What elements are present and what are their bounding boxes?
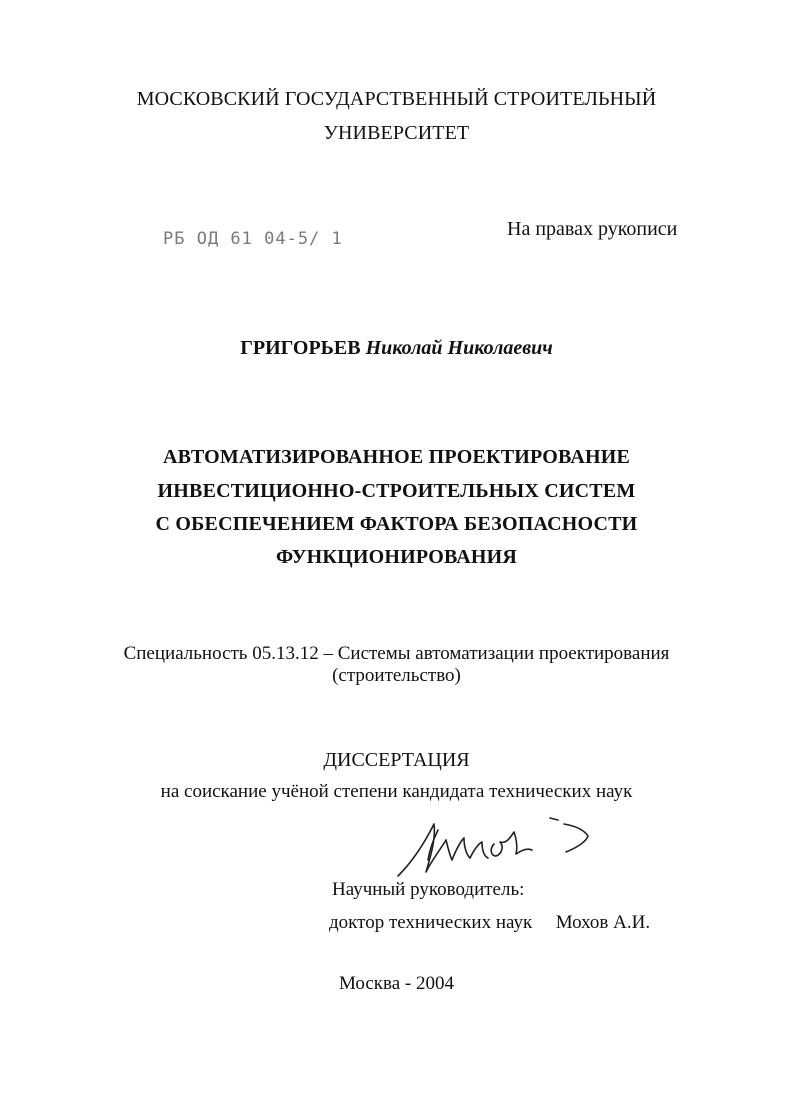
university-name-line-1: МОСКОВСКИЙ ГОСУДАРСТВЕННЫЙ СТРОИТЕЛЬНЫЙ [136, 88, 657, 110]
document-type: ДИССЕРТАЦИЯ [323, 749, 470, 771]
city-year: Москва - 2004 [338, 973, 455, 994]
degree-line: на соискание учёной степени кандидата технических наук [160, 781, 633, 802]
supervisor-rank: доктор технических наук [329, 912, 533, 933]
supervisor-label: Научный руководитель: [332, 879, 525, 900]
thesis-title-line-1: АВТОМАТИЗИРОВАННОЕ ПРОЕКТИРОВАНИЕ [162, 446, 631, 468]
supervisor-name: Мохов А.И. [555, 912, 651, 933]
rights-note: На правах рукописи [507, 218, 678, 240]
specialty-line-1: Специальность 05.13.12 – Системы автоматизации проектирования [123, 643, 670, 664]
author-given-names: Николай Николаевич [365, 337, 553, 359]
university-name-line-2: УНИВЕРСИТЕТ [323, 122, 470, 144]
library-stamp-code: РБ ОД 61 04-5/ 1 [163, 229, 343, 249]
thesis-title-line-4: ФУНКЦИОНИРОВАНИЯ [275, 546, 518, 568]
author-surname: ГРИГОРЬЕВ [240, 337, 361, 359]
thesis-title-line-2: ИНВЕСТИЦИОННО-СТРОИТЕЛЬНЫХ СИСТЕМ [157, 480, 636, 502]
author-name [0, 337, 793, 360]
handwritten-signature [390, 814, 620, 884]
thesis-title-line-3: С ОБЕСПЕЧЕНИЕМ ФАКТОРА БЕЗОПАСНОСТИ [155, 513, 638, 535]
specialty-line-2: (строительство) [332, 665, 461, 686]
supervisor-line [329, 912, 650, 934]
